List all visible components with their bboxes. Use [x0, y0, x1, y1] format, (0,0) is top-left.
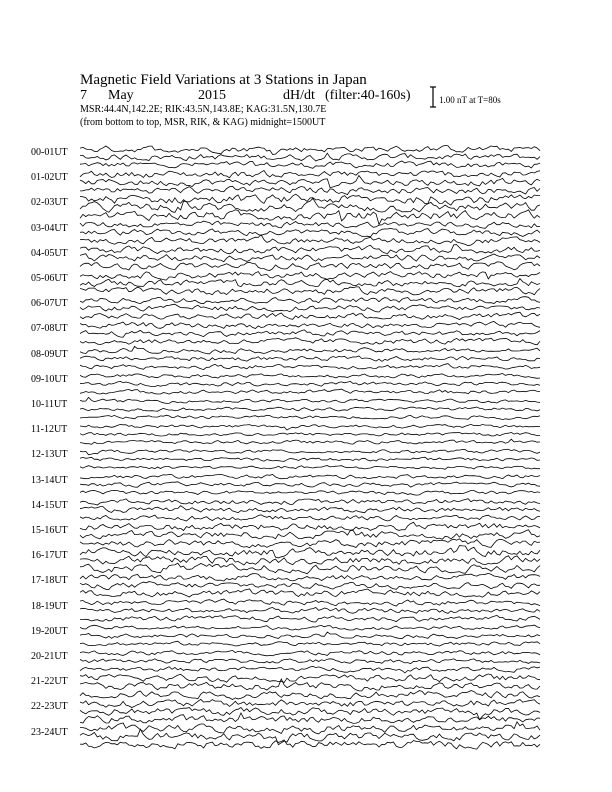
- trace-08-09UT-MSR: [80, 364, 540, 370]
- trace-16-17UT-KAG: [80, 546, 540, 558]
- trace-03-04UT-KAG: [80, 221, 540, 228]
- hour-label-17-18UT: 17-18UT: [31, 575, 68, 587]
- hour-label-20-21UT: 20-21UT: [31, 651, 68, 662]
- trace-14-15UT-RIK: [80, 506, 540, 513]
- trace-17-18UT-MSR: [80, 589, 540, 597]
- trace-00-01UT-RIK: [80, 153, 540, 161]
- trace-06-07UT-MSR: [80, 312, 540, 319]
- hour-label-08-09UT: 08-09UT: [31, 348, 68, 360]
- trace-10-11UT-KAG: [80, 397, 540, 403]
- trace-06-07UT-RIK: [80, 304, 540, 312]
- trace-06-07UT-KAG: [80, 297, 540, 304]
- trace-15-16UT-RIK: [80, 530, 540, 540]
- trace-17-18UT-RIK: [80, 582, 540, 590]
- trace-20-21UT-RIK: [80, 659, 540, 664]
- trace-13-14UT-KAG: [80, 474, 540, 478]
- trace-22-23UT-KAG: [80, 699, 540, 707]
- trace-18-19UT-MSR: [80, 615, 540, 622]
- date-month: May: [108, 88, 134, 103]
- chart-title: Magnetic Field Variations at 3 Stations in Japan: [80, 72, 367, 88]
- trace-10-11UT-RIK: [80, 407, 540, 411]
- hour-label-05-06UT: 05-06UT: [31, 273, 68, 284]
- trace-15-16UT-MSR: [80, 539, 540, 548]
- date-day: 7: [80, 88, 87, 103]
- trace-08-09UT-RIK: [80, 356, 540, 361]
- trace-07-08UT-MSR: [80, 338, 540, 345]
- trace-11-12UT-MSR: [80, 439, 540, 444]
- trace-05-06UT-RIK: [80, 279, 540, 287]
- hour-label-18-19UT: 18-19UT: [31, 600, 68, 612]
- trace-16-17UT-RIK: [80, 556, 540, 565]
- trace-19-20UT-RIK: [80, 632, 540, 639]
- trace-09-10UT-RIK: [80, 381, 540, 386]
- trace-01-02UT-MSR: [80, 186, 540, 194]
- scale-label: 1.00 nT at T=80s: [439, 95, 501, 105]
- trace-01-02UT-KAG: [80, 171, 540, 178]
- hour-label-19-20UT: 19-20UT: [31, 625, 68, 637]
- trace-14-15UT-MSR: [80, 515, 540, 521]
- order-line: (from bottom to top, MSR, RIK, & KAG) midnight=1500UT: [80, 117, 326, 128]
- trace-21-22UT-RIK: [80, 679, 540, 691]
- hour-label-11-12UT: 11-12UT: [31, 424, 68, 436]
- trace-12-13UT-RIK: [80, 457, 540, 461]
- trace-07-08UT-KAG: [80, 322, 540, 329]
- trace-14-15UT-KAG: [80, 499, 540, 505]
- hour-label-23-24UT: 23-24UT: [31, 726, 68, 738]
- trace-17-18UT-KAG: [80, 573, 540, 581]
- trace-05-06UT-KAG: [80, 272, 540, 281]
- trace-02-03UT-KAG: [80, 194, 540, 205]
- trace-23-24UT-RIK: [80, 729, 540, 744]
- trace-11-12UT-KAG: [80, 424, 540, 430]
- trace-18-19UT-RIK: [80, 608, 540, 614]
- hour-label-00-01UT: 00-01UT: [31, 147, 68, 158]
- trace-04-05UT-RIK: [80, 254, 540, 262]
- trace-19-20UT-MSR: [80, 641, 540, 646]
- trace-21-22UT-KAG: [80, 674, 540, 683]
- trace-16-17UT-MSR: [80, 563, 540, 574]
- hour-label-13-14UT: 13-14UT: [31, 474, 68, 486]
- filter-label: (filter:40-160s): [325, 88, 411, 103]
- stations-line: MSR:44.4N,142.2E; RIK:43.5N,143.8E; KAG:31.5N,130.7E: [80, 104, 327, 115]
- trace-03-04UT-RIK: [80, 228, 540, 237]
- hour-label-10-11UT: 10-11UT: [31, 399, 68, 410]
- trace-22-23UT-MSR: [80, 713, 540, 723]
- hour-label-12-13UT: 12-13UT: [31, 449, 68, 461]
- hour-label-09-10UT: 09-10UT: [31, 373, 68, 385]
- trace-01-02UT-RIK: [80, 176, 540, 188]
- trace-12-13UT-MSR: [80, 466, 540, 470]
- hour-label-22-23UT: 22-23UT: [31, 701, 68, 713]
- hour-label-01-02UT: 01-02UT: [31, 172, 68, 184]
- trace-13-14UT-MSR: [80, 490, 540, 495]
- hour-label-06-07UT: 06-07UT: [31, 298, 68, 310]
- hour-label-16-17UT: 16-17UT: [31, 550, 68, 562]
- trace-19-20UT-KAG: [80, 625, 540, 630]
- trace-03-04UT-MSR: [80, 235, 540, 246]
- trace-02-03UT-RIK: [80, 198, 540, 212]
- trace-21-22UT-MSR: [80, 691, 540, 700]
- trace-05-06UT-MSR: [80, 287, 540, 295]
- hour-label-04-05UT: 04-05UT: [31, 247, 68, 259]
- hour-label-14-15UT: 14-15UT: [31, 499, 68, 511]
- trace-02-03UT-MSR: [80, 210, 540, 225]
- trace-11-12UT-RIK: [80, 432, 540, 436]
- hour-label-02-03UT: 02-03UT: [31, 197, 68, 209]
- trace-04-05UT-KAG: [80, 245, 540, 254]
- trace-00-01UT-KAG: [80, 146, 540, 155]
- trace-10-11UT-MSR: [80, 415, 540, 419]
- trace-13-14UT-RIK: [80, 482, 540, 487]
- trace-18-19UT-KAG: [80, 599, 540, 606]
- trace-07-08UT-RIK: [80, 330, 540, 337]
- trace-09-10UT-MSR: [80, 389, 540, 394]
- quantity-label: dH/dt: [283, 88, 315, 103]
- trace-23-24UT-MSR: [80, 740, 540, 749]
- trace-08-09UT-KAG: [80, 346, 540, 354]
- trace-04-05UT-MSR: [80, 262, 540, 271]
- hour-label-07-08UT: 07-08UT: [31, 323, 68, 335]
- date-year: 2015: [198, 88, 226, 103]
- trace-09-10UT-KAG: [80, 374, 540, 379]
- trace-23-24UT-KAG: [80, 722, 540, 734]
- trace-20-21UT-MSR: [80, 666, 540, 673]
- trace-00-01UT-MSR: [80, 161, 540, 168]
- hour-label-03-04UT: 03-04UT: [31, 222, 68, 234]
- hour-label-21-22UT: 21-22UT: [31, 676, 68, 688]
- trace-12-13UT-KAG: [80, 449, 540, 455]
- hour-label-15-16UT: 15-16UT: [31, 525, 68, 536]
- trace-15-16UT-KAG: [80, 522, 540, 530]
- trace-20-21UT-KAG: [80, 650, 540, 655]
